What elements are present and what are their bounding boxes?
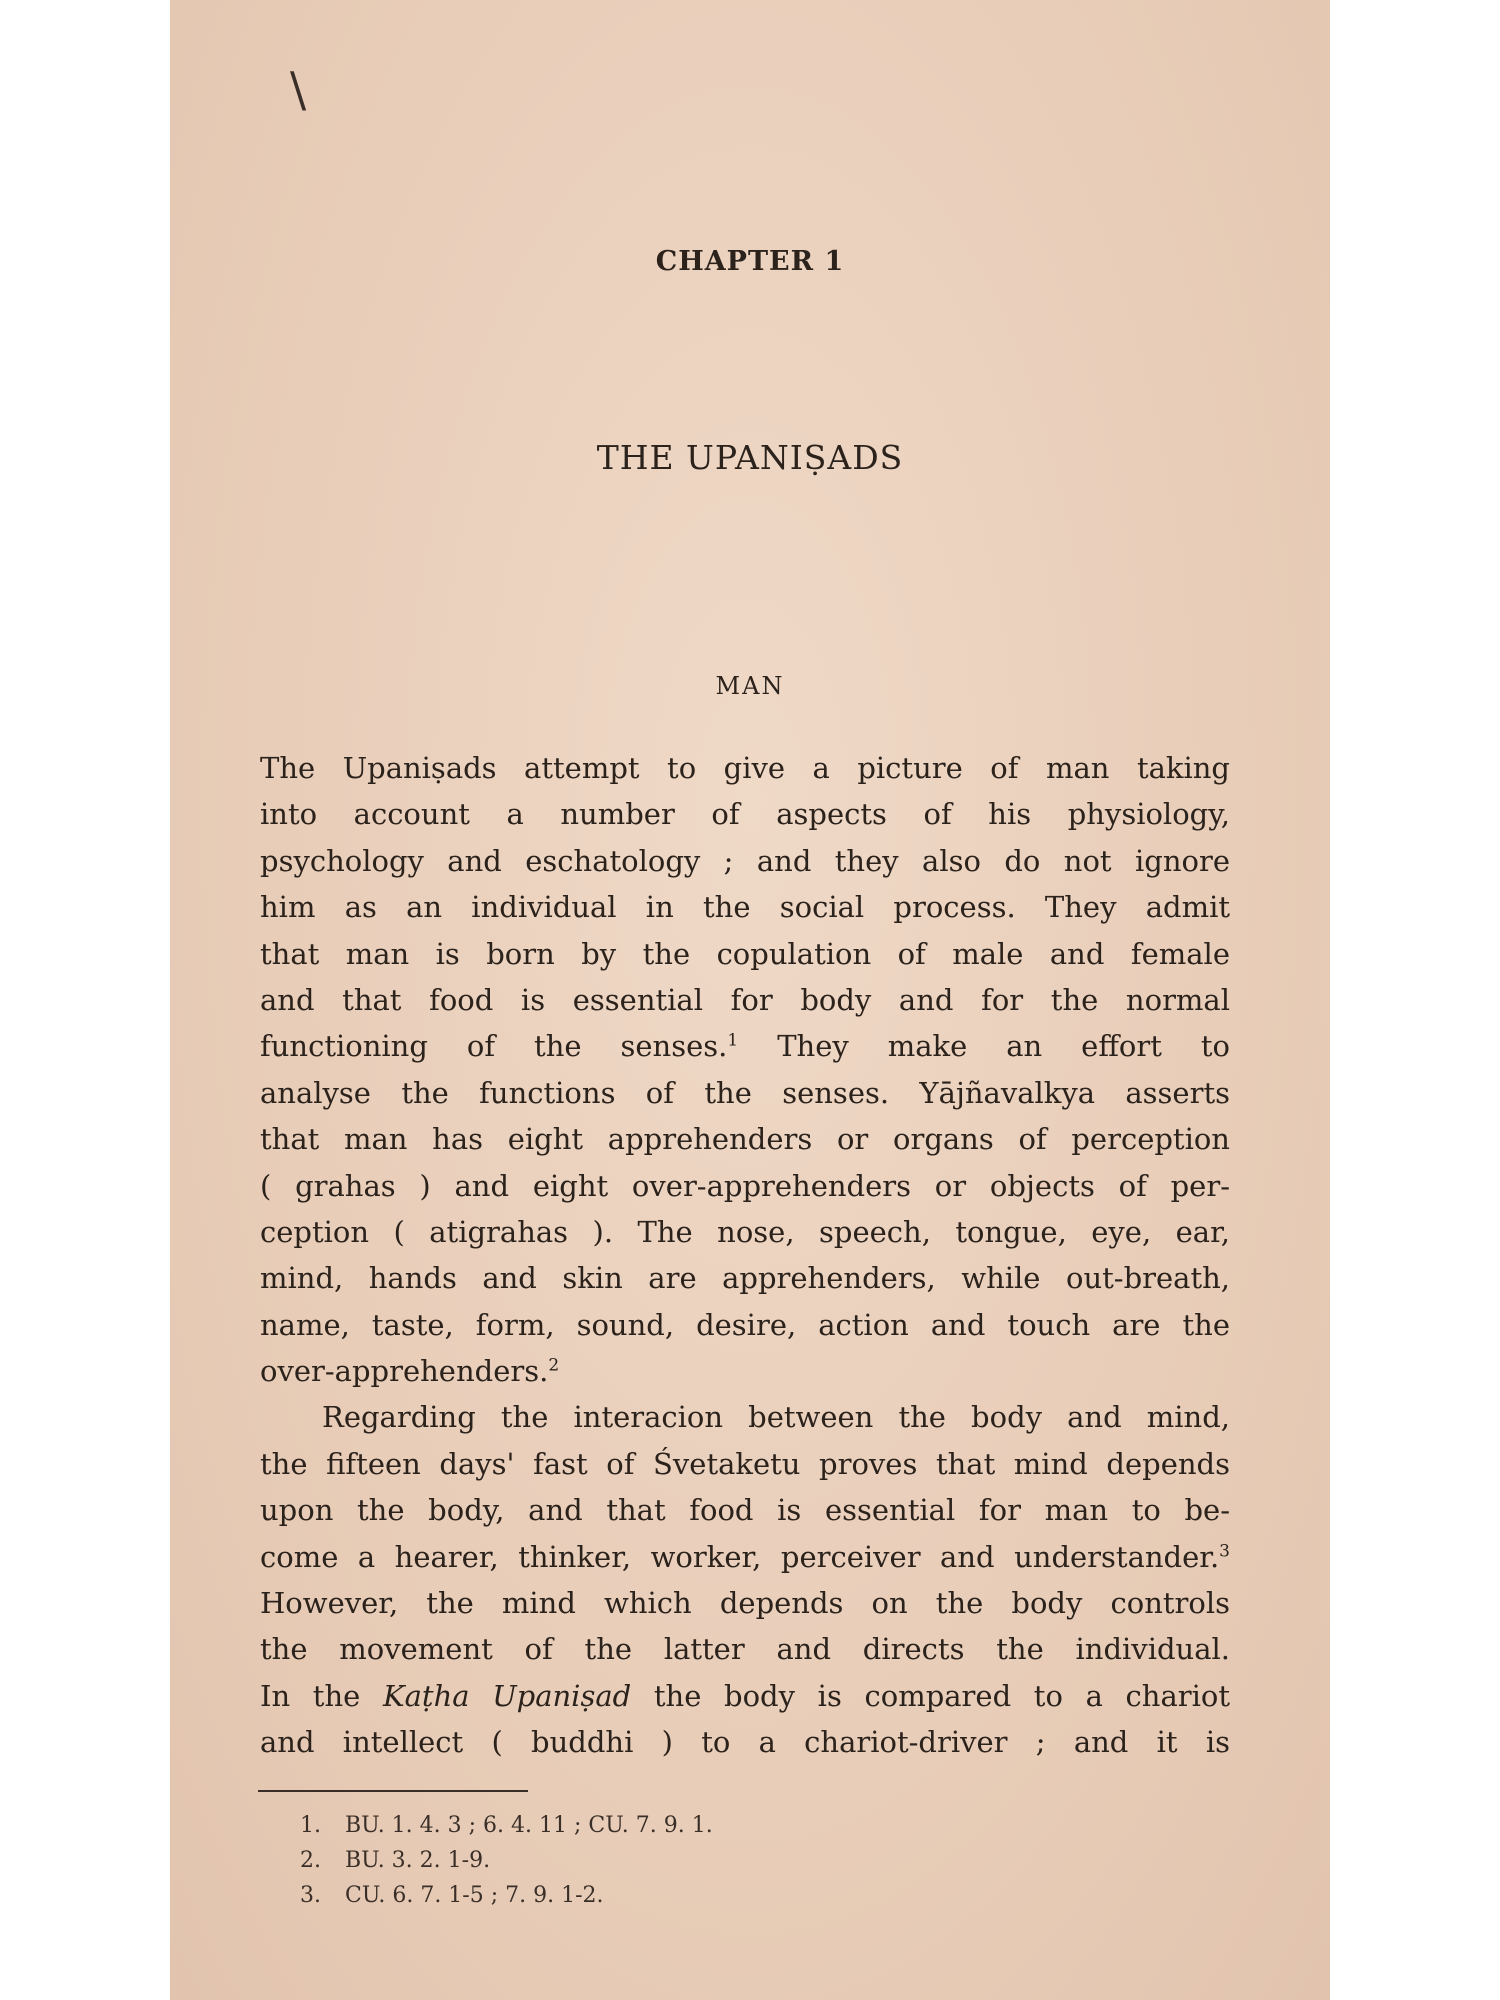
footnote-divider bbox=[258, 1790, 528, 1792]
body-line: the fifteen days' fast of Śvetaketu proves that mind depends bbox=[260, 1446, 1230, 1481]
body-line bbox=[260, 1673, 1230, 1719]
footnote bbox=[300, 1843, 1100, 1878]
body-line: Regarding the interacion between the body and mind, bbox=[322, 1400, 1230, 1435]
body-line: him as an individual in the social process. They admit bbox=[260, 890, 1230, 925]
footnote bbox=[300, 1808, 1100, 1843]
book-page bbox=[170, 0, 1330, 2000]
body-line-text: In the bbox=[260, 1678, 361, 1713]
footnote-number: 1. bbox=[300, 1813, 321, 1838]
italic-title: Kaṭha Upaniṣad bbox=[382, 1678, 632, 1713]
footnote-ref: 1 bbox=[727, 1030, 739, 1051]
body-line: upon the body, and that food is essential for man to be- bbox=[260, 1493, 1230, 1528]
chapter-heading: CHAPTER 1 bbox=[655, 246, 845, 277]
footnote-number: 3. bbox=[300, 1883, 321, 1908]
body-line: mind, hands and skin are apprehenders, while out-breath, bbox=[260, 1261, 1230, 1296]
footnote-text: CU. 6. 7. 1-5 ; 7. 9. 1-2. bbox=[345, 1883, 604, 1908]
body-line: that man has eight apprehenders or organs of perception bbox=[260, 1122, 1230, 1157]
body-line bbox=[260, 1348, 1230, 1394]
footnote bbox=[300, 1878, 1100, 1913]
body-line-text: the body is compared to a chariot bbox=[631, 1678, 1230, 1713]
body-text bbox=[260, 745, 1230, 1766]
body-line: The Upaniṣads attempt to give a picture of man taking bbox=[260, 751, 1230, 785]
body-line: name, taste, form, sound, desire, action and touch are the bbox=[260, 1307, 1230, 1342]
body-line: psychology and eschatology ; and they also do not ignore bbox=[260, 843, 1230, 878]
body-line: However, the mind which depends on the body controls bbox=[260, 1586, 1230, 1621]
body-line: that man is born by the copulation of male and female bbox=[260, 936, 1230, 971]
footnote-text: BU. 3. 2. 1-9. bbox=[345, 1848, 491, 1873]
body-line: the movement of the latter and directs the individual. bbox=[260, 1632, 1230, 1667]
body-line-text: functioning of the senses. bbox=[260, 1029, 728, 1064]
body-line: ( grahas ) and eight over-apprehenders or objects of per- bbox=[260, 1168, 1230, 1203]
footnote-number: 2. bbox=[300, 1848, 321, 1873]
body-line-text: come a hearer, thinker, worker, perceiver and understander. bbox=[260, 1539, 1220, 1574]
body-line: into account a number of aspects of his physiology, bbox=[260, 797, 1230, 832]
body-line: analyse the functions of the senses. Yājñavalkya asserts bbox=[260, 1075, 1230, 1110]
body-line: and that food is essential for body and for the normal bbox=[260, 982, 1230, 1017]
page-title: THE UPANIṢADS bbox=[596, 438, 904, 477]
footnote-ref: 3 bbox=[1219, 1540, 1230, 1561]
body-line-text: They make an effort to bbox=[738, 1029, 1230, 1064]
body-line: ception ( atigrahas ). The nose, speech, tongue, eye, ear, bbox=[260, 1214, 1230, 1249]
section-heading: MAN bbox=[715, 672, 785, 700]
footnotes bbox=[300, 1808, 1100, 1913]
footnote-ref: 2 bbox=[548, 1355, 560, 1376]
body-line bbox=[260, 1023, 1230, 1069]
body-line bbox=[260, 1534, 1230, 1580]
footnote-text: BU. 1. 4. 3 ; 6. 4. 11 ; CU. 7. 9. 1. bbox=[345, 1813, 713, 1838]
body-line: and intellect ( buddhi ) to a chariot-driver ; and it is bbox=[260, 1725, 1230, 1760]
body-line-text: over-apprehenders. bbox=[260, 1354, 549, 1389]
margin-mark: \ bbox=[290, 62, 307, 118]
